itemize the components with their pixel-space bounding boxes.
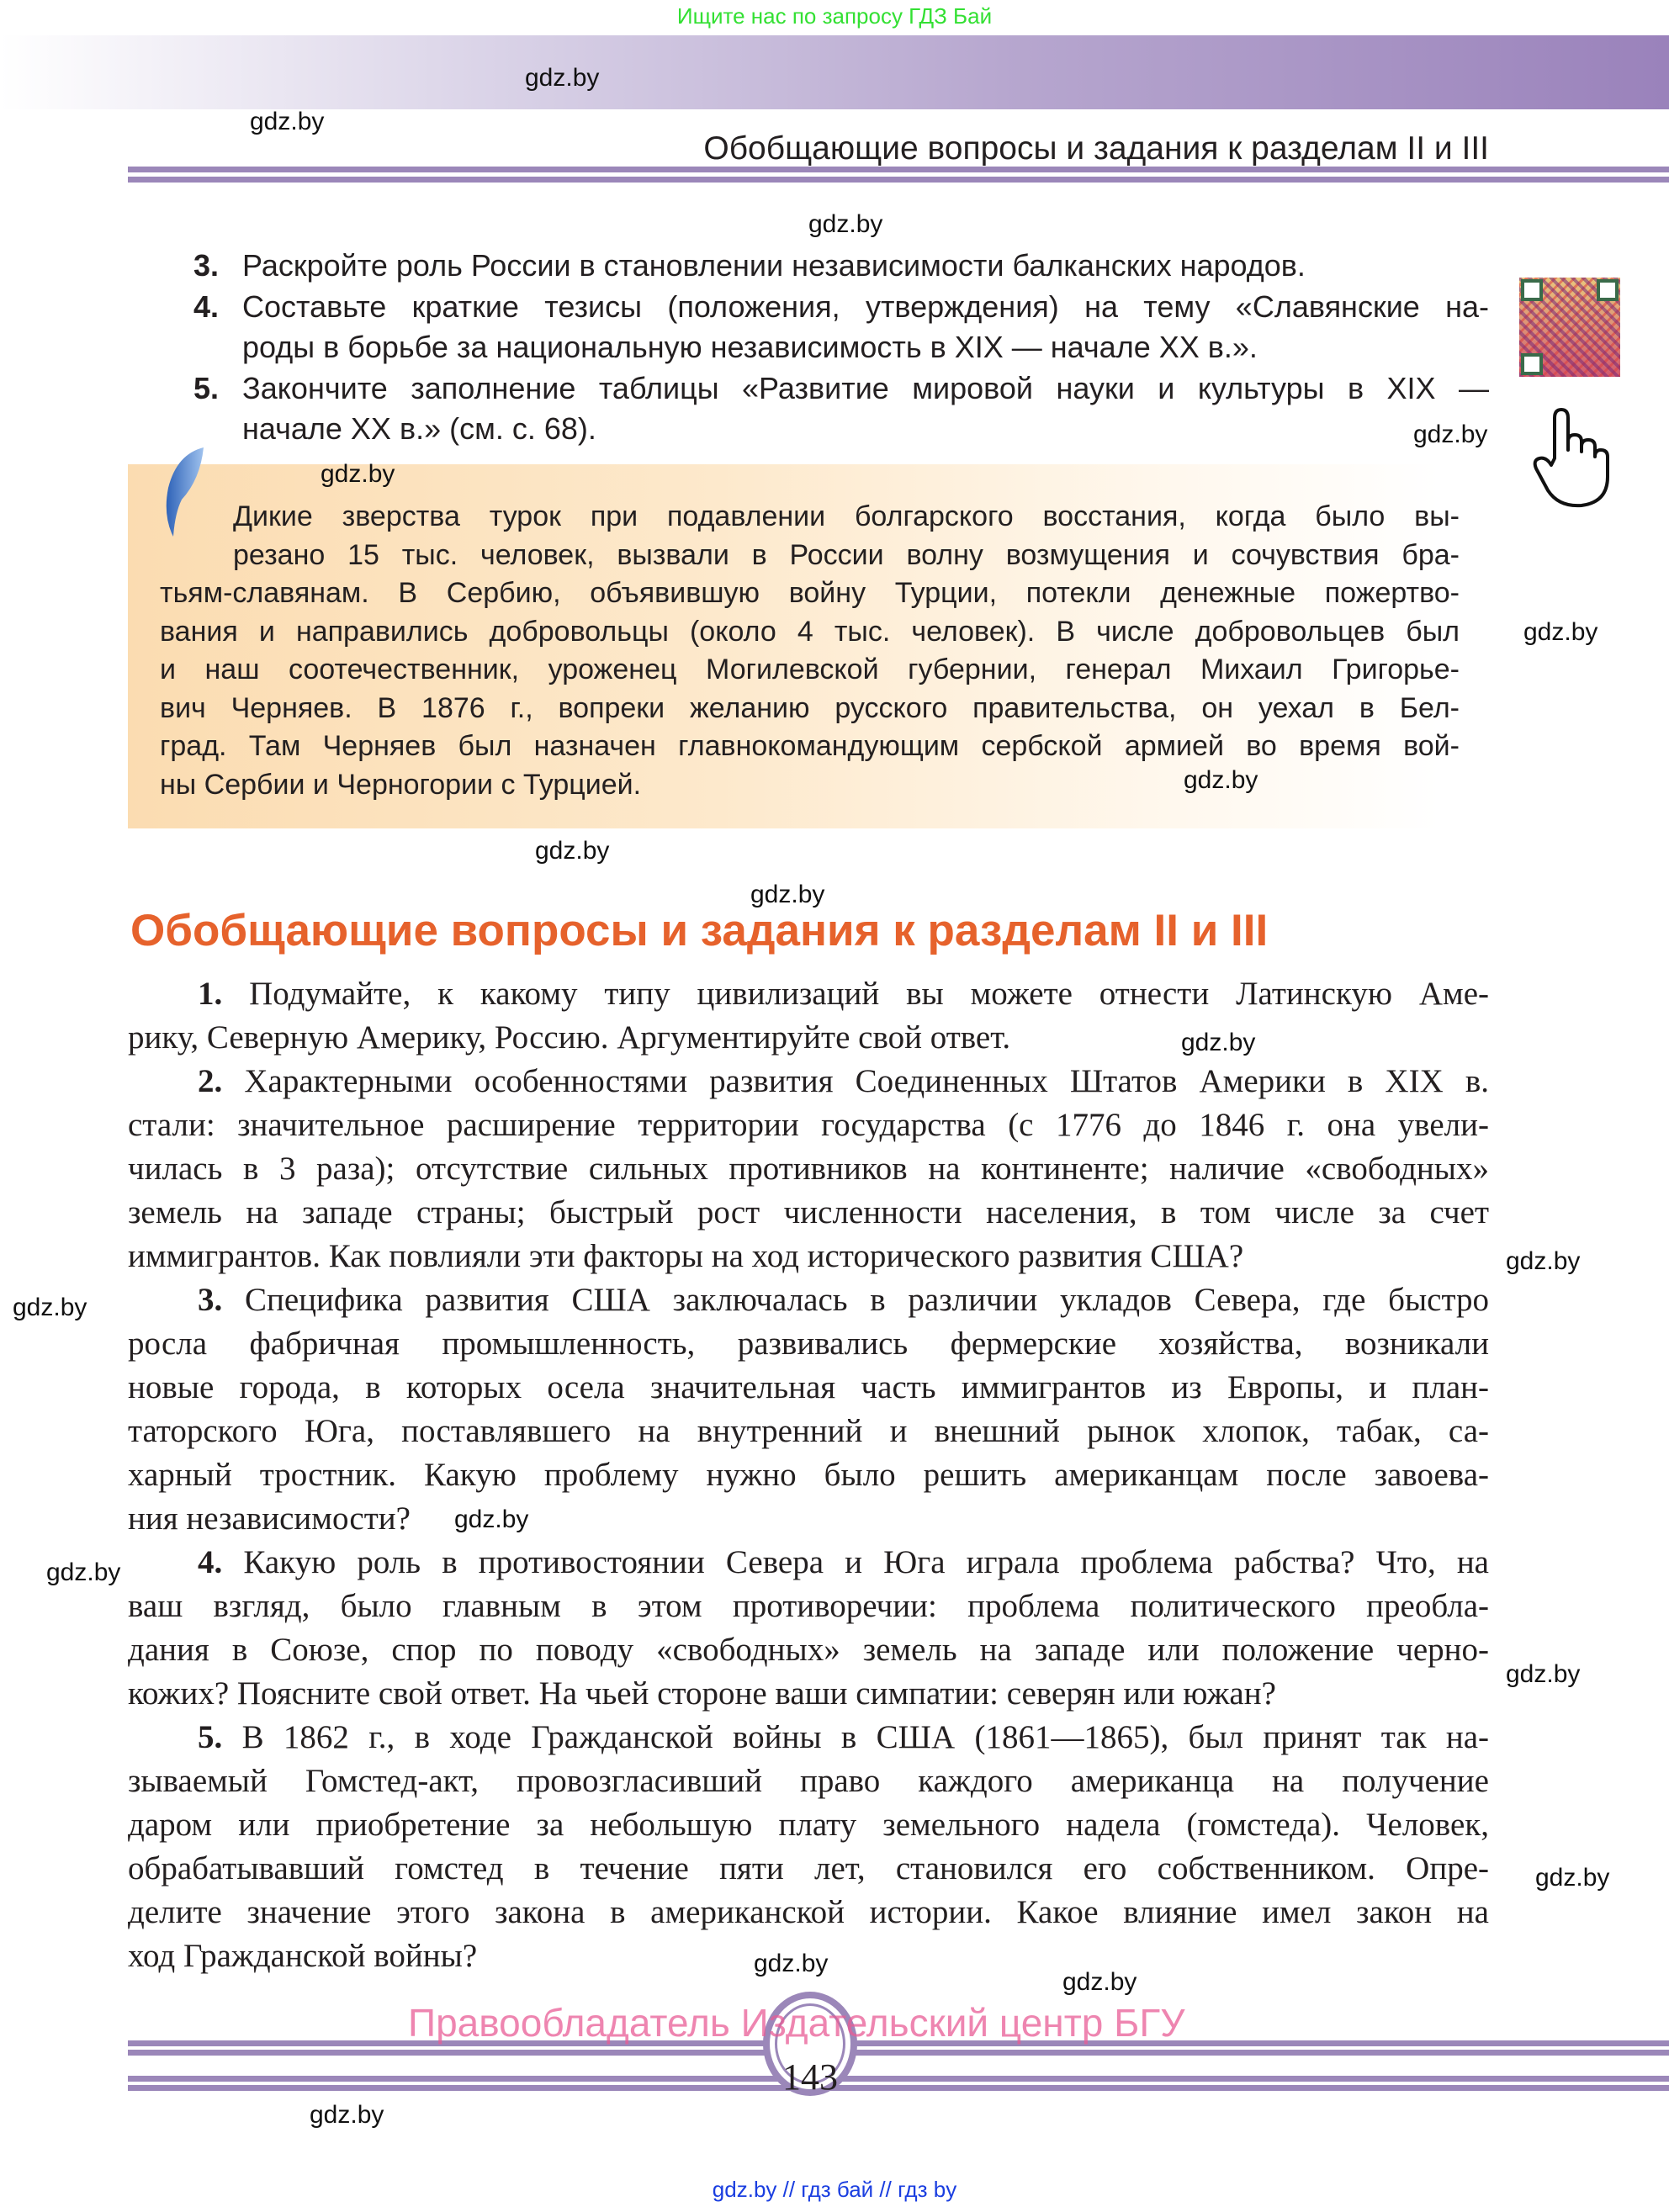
question-line bbox=[128, 1103, 1489, 1147]
text-line: Дикие зверства турок при подавлении болгарского восстания, когда было вы- bbox=[233, 500, 1460, 532]
watermark: gdz.by bbox=[1506, 1247, 1581, 1275]
task-item bbox=[193, 246, 1489, 287]
header-rule-top bbox=[128, 167, 1669, 172]
question-text: даром или приобретение за небольшую плату земельного надела (гомстеда). Человек, bbox=[128, 1807, 1489, 1843]
question-line bbox=[128, 1016, 1489, 1060]
question-text: кожих? Поясните свой ответ. На чьей стороне ваши симпатии: северян или южан? bbox=[128, 1675, 1276, 1712]
question-line bbox=[128, 1191, 1489, 1235]
question-text: В 1862 г., в ходе Гражданской войны в США (1861—1865), был принят так на- bbox=[241, 1719, 1489, 1755]
copyright-watermark: Правообладатель Издательский центр БГУ bbox=[408, 2001, 1185, 2045]
text-line: резано 15 тыс. человек, вызвали в России волну возмущения и сочувствия бра- bbox=[233, 538, 1460, 571]
text-line: Закончите заполнение таблицы «Развитие мировой науки и культуры в XIX — bbox=[242, 370, 1489, 405]
text-line: тьям-славянам. В Сербию, объявившую войну Турции, потекли денежные пожертво- bbox=[160, 577, 1460, 609]
watermark: gdz.by bbox=[46, 1558, 121, 1586]
question-list bbox=[128, 972, 1489, 1978]
question-text: Какую роль в противостоянии Севера и Юга играла проблема рабства? Что, на bbox=[243, 1544, 1489, 1580]
question-line bbox=[128, 1453, 1489, 1497]
question-text: харный тростник. Какую проблему нужно было решить американцам после завоева- bbox=[128, 1457, 1489, 1493]
watermark: gdz.by bbox=[13, 1294, 87, 1321]
question-line bbox=[128, 1891, 1489, 1934]
header-gradient-band bbox=[0, 35, 1669, 109]
question-line bbox=[128, 1366, 1489, 1410]
text-line: вич Черняев. В 1876 г., вопреки желанию русского правительства, он уехал в Бел- bbox=[160, 691, 1460, 724]
text-line: град. Там Черняев был назначен главнокомандующим сербской армией во время вой- bbox=[160, 730, 1460, 762]
watermark: gdz.by bbox=[1413, 421, 1488, 448]
task-list bbox=[193, 246, 1489, 450]
pointing-hand-icon bbox=[1529, 408, 1613, 509]
qr-code-icon[interactable] bbox=[1519, 278, 1620, 377]
question-text: Характерными особенностями развития Соединенных Штатов Америки в XIX в. bbox=[244, 1063, 1489, 1099]
question-text: новые города, в которых осела значительная часть иммигрантов из Европы, и план- bbox=[128, 1369, 1489, 1405]
section-heading: Обобщающие вопросы и задания к разделам II и III bbox=[130, 906, 1269, 955]
question-line bbox=[128, 1497, 1489, 1541]
text-line: ны Сербии и Черногории с Турцией. bbox=[160, 768, 642, 801]
watermark: gdz.by bbox=[1181, 1029, 1256, 1056]
watermark: gdz.by bbox=[750, 881, 825, 908]
watermark: gdz.by bbox=[250, 108, 325, 135]
question-line bbox=[128, 1278, 1489, 1322]
footer-rule-4 bbox=[128, 2085, 1669, 2091]
footer-rule-3 bbox=[128, 2076, 1669, 2082]
question-line bbox=[128, 1716, 1489, 1760]
question-number: 2. bbox=[198, 1063, 223, 1099]
question-text: зываемый Гомстед-акт, провозгласивший право каждого американца на получение bbox=[128, 1763, 1489, 1799]
question-line bbox=[128, 1147, 1489, 1191]
question-text: обрабатывавший гомстед в течение пяти лет, становился его собственником. Опре- bbox=[128, 1850, 1489, 1887]
question-text: Подумайте, к какому типу цивилизаций вы можете отнести Латинскую Аме- bbox=[249, 976, 1489, 1012]
question-number: 3. bbox=[198, 1282, 223, 1318]
feather-icon bbox=[160, 446, 210, 538]
running-title: Обобщающие вопросы и задания к разделам II и III bbox=[703, 130, 1489, 167]
question-line bbox=[128, 1803, 1489, 1847]
question-text: ход Гражданской войны? bbox=[128, 1938, 478, 1974]
text-line: начале XX в.» (см. с. 68). bbox=[242, 411, 596, 446]
text-line: Составьте краткие тезисы (положения, утверждения) на тему «Славянские на- bbox=[242, 288, 1489, 324]
footer-rule-2 bbox=[128, 2050, 1669, 2056]
question-number: 1. bbox=[198, 976, 223, 1012]
text-line: и наш соотечественник, уроженец Могилевской губернии, генерал Михаил Григорье- bbox=[160, 654, 1460, 685]
question-line bbox=[128, 1235, 1489, 1278]
question-line bbox=[128, 1322, 1489, 1366]
question-text: таторского Юга, поставлявшего на внутренний и внешний рынок хлопок, табак, са- bbox=[128, 1413, 1489, 1449]
question-text: чилась в 3 раза); отсутствие сильных противников на континенте; наличие «свободных» bbox=[128, 1151, 1489, 1187]
task-number: 4. bbox=[193, 288, 220, 324]
header-rule-bottom bbox=[128, 177, 1669, 183]
question-number: 5. bbox=[198, 1719, 223, 1755]
question-text: дания в Союзе, спор по поводу «свободных» земель на западе или положение черно- bbox=[128, 1632, 1489, 1668]
task-number: 3. bbox=[193, 248, 220, 283]
watermark: gdz.by bbox=[1062, 1968, 1137, 1996]
question-line bbox=[128, 1541, 1489, 1585]
question-text: росла фабричная промышленность, развивались фермерские хозяйства, возникали bbox=[128, 1326, 1489, 1362]
task-number: 5. bbox=[193, 370, 220, 405]
task-text bbox=[242, 246, 1489, 287]
info-box-text bbox=[160, 574, 1460, 804]
question-text: ваш взгляд, было главным в этом противоречии: проблема политического преобла- bbox=[128, 1588, 1489, 1624]
task-item bbox=[193, 368, 1489, 450]
watermark: gdz.by bbox=[1506, 1660, 1581, 1688]
question-line bbox=[128, 1410, 1489, 1453]
task-text bbox=[242, 368, 1489, 450]
question-text: делите значение этого закона в американской истории. Какое влияние имел закон на bbox=[128, 1894, 1489, 1930]
watermark: gdz.by bbox=[1523, 618, 1598, 646]
watermark: gdz.by bbox=[808, 210, 883, 238]
watermark: gdz.by bbox=[454, 1506, 529, 1533]
question-number: 4. bbox=[198, 1544, 223, 1580]
question-text: земель на западе страны; быстрый рост численности населения, в том числе за счет bbox=[128, 1194, 1489, 1230]
question-line bbox=[128, 1060, 1489, 1103]
task-text bbox=[242, 287, 1489, 368]
text-line: вания и направились добровольцы (около 4 тыс. человек). В числе добровольцев был bbox=[160, 615, 1460, 648]
watermark: gdz.by bbox=[321, 460, 395, 488]
bottom-links[interactable]: gdz.by // гдз бай // гдз by bbox=[712, 2177, 957, 2202]
question-text: ния независимости? bbox=[128, 1500, 411, 1537]
watermark: gdz.by bbox=[535, 837, 610, 865]
question-text: иммигрантов. Как повлияли эти факторы на ход исторического развития США? bbox=[128, 1238, 1244, 1274]
question-line bbox=[128, 1628, 1489, 1672]
question-line bbox=[128, 1672, 1489, 1716]
task-item bbox=[193, 287, 1489, 368]
question-text: стали: значительное расширение территории государства (с 1776 до 1846 г. она увели- bbox=[128, 1107, 1489, 1143]
watermark: gdz.by bbox=[1535, 1864, 1610, 1892]
watermark: gdz.by bbox=[754, 1950, 829, 1977]
question-line bbox=[128, 1847, 1489, 1891]
question-text: Специфика развития США заключалась в различии укладов Севера, где быстро bbox=[244, 1282, 1490, 1318]
watermark: gdz.by bbox=[525, 64, 600, 92]
text-line: Раскройте роль России в становлении независимости балканских народов. bbox=[242, 248, 1306, 283]
question-text: рику, Северную Америку, Россию. Аргументируйте свой ответ. bbox=[128, 1019, 1011, 1056]
question-line bbox=[128, 972, 1489, 1016]
top-search-banner: Ищите нас по запросу ГДЗ Бай bbox=[676, 3, 993, 29]
question-line bbox=[128, 1585, 1489, 1628]
text-line: роды в борьбе за национальную независимость в XIX — начале XX в.». bbox=[242, 330, 1258, 364]
question-line bbox=[128, 1760, 1489, 1803]
watermark: gdz.by bbox=[1184, 766, 1258, 794]
page-number: 143 bbox=[782, 2056, 838, 2098]
info-box-text-intro bbox=[233, 498, 1460, 574]
watermark: gdz.by bbox=[310, 2101, 384, 2129]
